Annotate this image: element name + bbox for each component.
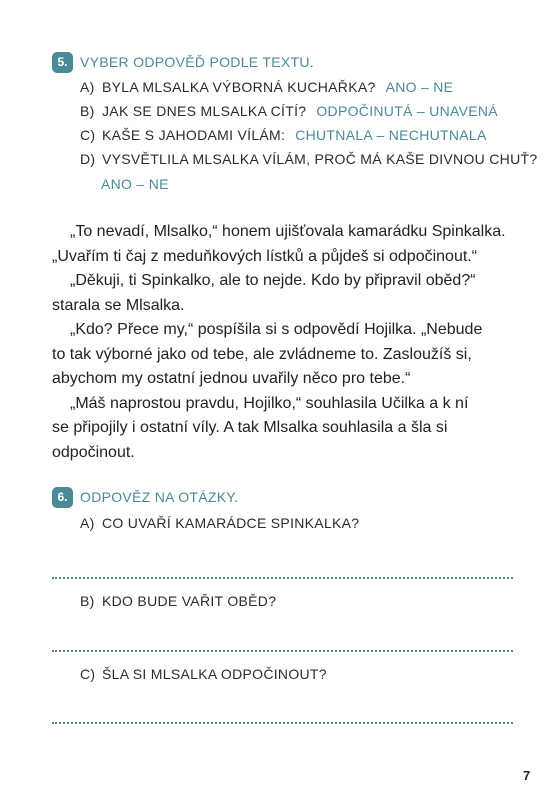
answer-options[interactable]: ANO – NE xyxy=(385,79,454,95)
story-line: to tak výborné jako od tebe, ale zvládneme to. Zasloužíš si, xyxy=(52,345,472,363)
question-text: CO UVAŘÍ KAMARÁDCE SPINKALKA? xyxy=(102,515,360,531)
story-line: odpočinout. xyxy=(52,443,135,461)
task-6-question-b xyxy=(80,593,276,609)
story-line: starala se Mlsalka. xyxy=(52,296,185,314)
question-label: B) xyxy=(80,593,95,609)
question-label: D) xyxy=(80,151,96,167)
question-label: C) xyxy=(80,127,96,143)
story-line: abychom my ostatní jednou uvařily něco pro tebe.“ xyxy=(52,370,411,387)
task-6-title: ODPOVĚZ NA OTÁZKY. xyxy=(80,489,239,505)
task-6-badge: 6. xyxy=(52,487,73,508)
question-label: B) xyxy=(80,103,95,119)
page-number: 7 xyxy=(523,768,531,783)
answer-options[interactable]: ODPOČINUTÁ – UNAVENÁ xyxy=(316,103,498,119)
question-label: A) xyxy=(80,515,95,531)
story-line: „Uvařím ti čaj z meduňkových lístků a půjdeš si odpočinout.“ xyxy=(52,247,478,265)
task-5-question-b xyxy=(80,103,498,119)
task-6-question-c xyxy=(80,666,327,682)
question-label: C) xyxy=(80,666,96,682)
task-5-question-d-options[interactable]: ANO – NE xyxy=(101,176,169,192)
task-5-title: VYBER ODPOVĚĎ PODLE TEXTU. xyxy=(80,54,314,70)
task-6-question-a xyxy=(80,515,359,531)
answer-options[interactable]: CHUTNALA – NECHUTNALA xyxy=(295,127,487,143)
story-text xyxy=(52,220,522,465)
task-5-badge: 5. xyxy=(52,52,73,73)
answer-line-a[interactable] xyxy=(52,577,513,579)
story-line: se připojily i ostatní víly. A tak Mlsalka souhlasila a šla si xyxy=(52,419,448,436)
task-5-question-d xyxy=(80,151,537,167)
answer-line-b[interactable] xyxy=(52,650,513,652)
question-text: VYSVĚTLILA MLSALKA VÍLÁM, PROČ MÁ KAŠE DIVNOU CHUŤ? xyxy=(102,151,538,167)
story-line: „Děkuji, ti Spinkalko, ale to nejde. Kdo by připravil oběd?“ xyxy=(70,272,476,289)
story-line: „To nevadí, Mlsalko,“ honem ujišťovala kamarádku Spinkalka. xyxy=(70,223,506,240)
story-line: „Kdo? Přece my,“ pospíšila si s odpovědí Hojilka. „Nebude xyxy=(70,321,483,338)
task-5-question-c xyxy=(80,127,487,143)
question-label: A) xyxy=(80,79,95,95)
story-line: „Máš naprostou pravdu, Hojilko,“ souhlasila Učilka a k ní xyxy=(70,394,469,412)
question-text: JAK SE DNES MLSALKA CÍTÍ? xyxy=(102,103,307,119)
question-text: KAŠE S JAHODAMI VÍLÁM: xyxy=(102,127,286,143)
task-5-question-a xyxy=(80,79,453,95)
answer-line-c[interactable] xyxy=(52,722,513,724)
question-text: ŠLA SI MLSALKA ODPOČINOUT? xyxy=(102,666,327,682)
question-text: KDO BUDE VAŘIT OBĚD? xyxy=(102,593,277,609)
question-text: BYLA MLSALKA VÝBORNÁ KUCHAŘKA? xyxy=(102,79,376,95)
